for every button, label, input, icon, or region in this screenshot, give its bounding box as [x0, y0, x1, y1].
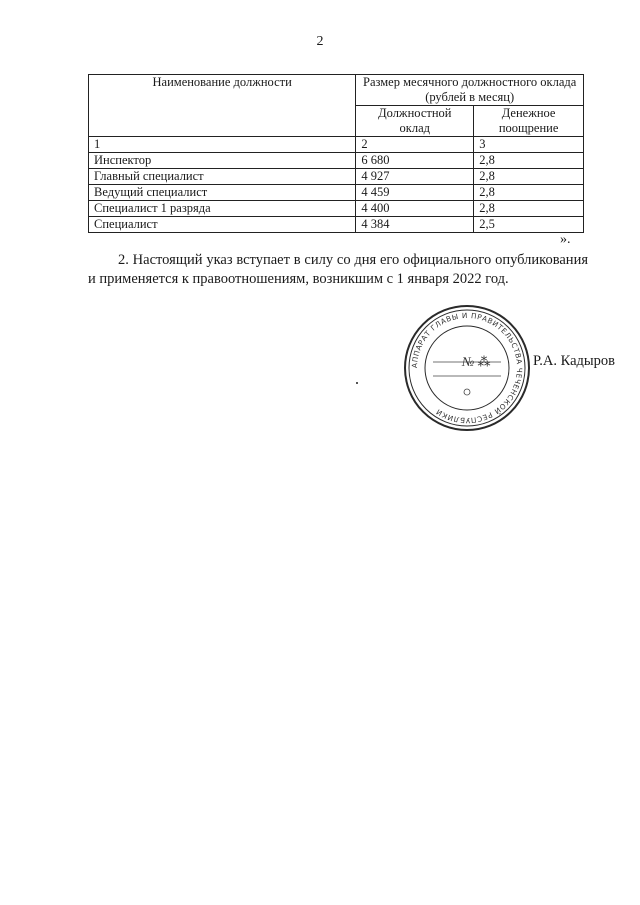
position-cell: Главный специалист [89, 169, 356, 185]
position-cell: Специалист [89, 217, 356, 233]
signer-name: Р.А. Кадыров [533, 353, 615, 369]
table-index-row [89, 137, 584, 153]
table-row [89, 217, 584, 233]
header-official-salary: Должностной оклад [356, 106, 474, 137]
salary-cell: 4 459 [356, 185, 474, 201]
signature-mark: № ⁂ [462, 354, 491, 369]
table-row [89, 169, 584, 185]
index-cell: 1 [89, 137, 356, 153]
salary-cell: 4 927 [356, 169, 474, 185]
incentive-cell: 2,5 [474, 217, 584, 233]
position-cell: Ведущий специалист [89, 185, 356, 201]
salary-cell: 4 384 [356, 217, 474, 233]
salary-cell: 6 680 [356, 153, 474, 169]
position-cell: Инспектор [89, 153, 356, 169]
incentive-cell: 2,8 [474, 201, 584, 217]
closing-quote: ». [560, 232, 571, 247]
incentive-cell: 2,8 [474, 169, 584, 185]
table-row [89, 201, 584, 217]
salary-cell: 4 400 [356, 201, 474, 217]
salary-table [88, 74, 584, 233]
index-cell: 3 [474, 137, 584, 153]
index-cell: 2 [356, 137, 474, 153]
decree-paragraph: 2. Настоящий указ вступает в силу со дня его официального опубликования и применяется к правоотношениям, возникшим с 1 января 2022 год. [88, 252, 588, 287]
scan-speck [356, 382, 358, 384]
incentive-cell: 2,8 [474, 185, 584, 201]
table-row [89, 153, 584, 169]
header-position-name: Наименование должности [89, 75, 356, 137]
header-salary-group: Размер месячного должностного оклада (рублей в месяц) [356, 75, 584, 106]
table-header-row [89, 75, 584, 106]
seal-ring-text: АППАРАТ ГЛАВЫ И ПРАВИТЕЛЬСТВА ЧЕЧЕНСКОЙ РЕСПУБЛИКИ [409, 310, 525, 426]
header-monetary-incentive: Денежное поощрение [474, 106, 584, 137]
incentive-cell: 2,8 [474, 153, 584, 169]
position-cell: Специалист 1 разряда [89, 201, 356, 217]
page-number: 2 [316, 34, 324, 49]
table-row [89, 185, 584, 201]
